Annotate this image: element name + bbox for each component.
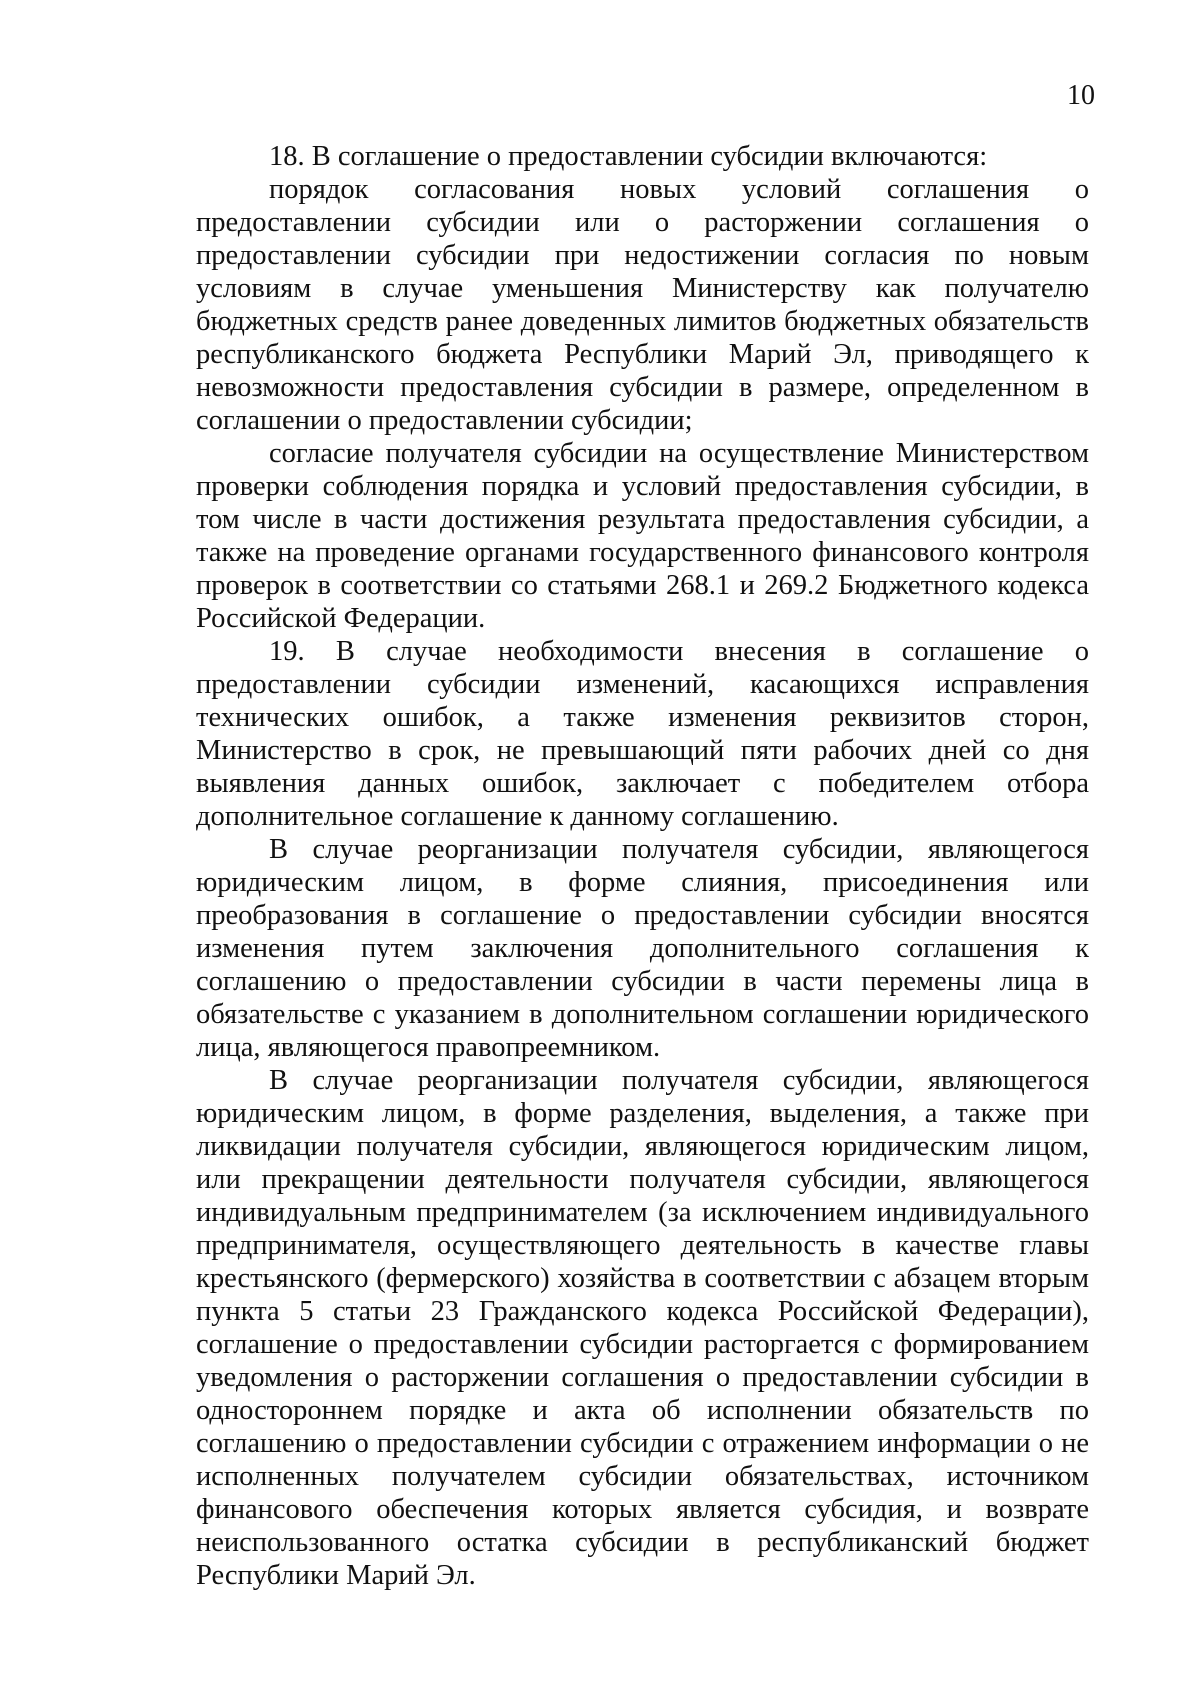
paragraph-18-heading: 18. В соглашение о предоставлении субсидии включаются: (269, 141, 988, 172)
paragraph-reorganization-termination: В случае реорганизации получателя субсидии, являющегося юридическим лицом, в форме разделения, выделения, а также при ликвидации получателя субсидии, являющегося юридическим лицом, или прекращении деятельности получателя субсидии, являющегося индивидуальным предпринимателем (за исключением индивидуального предпринимателя, осуществляющего деятельность в качестве главы крестьянского (фермерского) хозяйства в соответствии с абзацем вторым пункта 5 статьи 23 Гражданского кодекса Российской Федерации), соглашение о предоставлении субсидии расторгается с формированием уведомления о расторжении соглашения о предоставлении субсидии в одностороннем порядке и акта об исполнении обязательств по соглашению о предоставлении субсидии с отражением информации о не исполненных получателем субсидии обязательствах, источником финансового обеспечения которых является субсидия, и возврате неиспользованного остатка субсидии в республиканский бюджет Республики Марий Эл. (196, 1065, 1089, 1591)
paragraph-agreement-terms-procedure: порядок согласования новых условий соглашения о предоставлении субсидии или о расторжении соглашения о предоставлении субсидии при недостижении согласия по новым условиям в случае уменьшения Министерству как получателю бюджетных средств ранее доведенных лимитов бюджетных обязательств республиканского бюджета Республики Марий Эл, приводящего к невозможности предоставления субсидии в размере, определенном в соглашении о предоставлении субсидии; (196, 174, 1089, 436)
paragraph-19-corrections: 19. В случае необходимости внесения в соглашение о предоставлении субсидии изменений, касающихся исправления технических ошибок, а также изменения реквизитов сторон, Министерство в срок, не превышающий пяти рабочих дней со дня выявления данных ошибок, заключает с победителем отбора дополнительное соглашение к данному соглашению. (196, 636, 1089, 832)
paragraph-reorganization-merger: В случае реорганизации получателя субсидии, являющегося юридическим лицом, в форме слияния, присоединения или преобразования в соглашение о предоставлении субсидии вносятся изменения путем заключения дополнительного соглашения к соглашению о предоставлении субсидии в части перемены лица в обязательстве с указанием в дополнительном соглашении юридического лица, являющегося правопреемником. (196, 834, 1089, 1063)
page-number: 10 (1067, 80, 1095, 111)
paragraph-recipient-consent: согласие получателя субсидии на осуществление Министерством проверки соблюдения порядка и условий предоставления субсидии, в том числе в части достижения результата предоставления субсидии, а также на проведение органами государственного финансового контроля проверок в соответствии со статьями 268.1 и 269.2 Бюджетного кодекса Российской Федерации. (196, 438, 1089, 634)
document-body (196, 140, 1089, 1592)
